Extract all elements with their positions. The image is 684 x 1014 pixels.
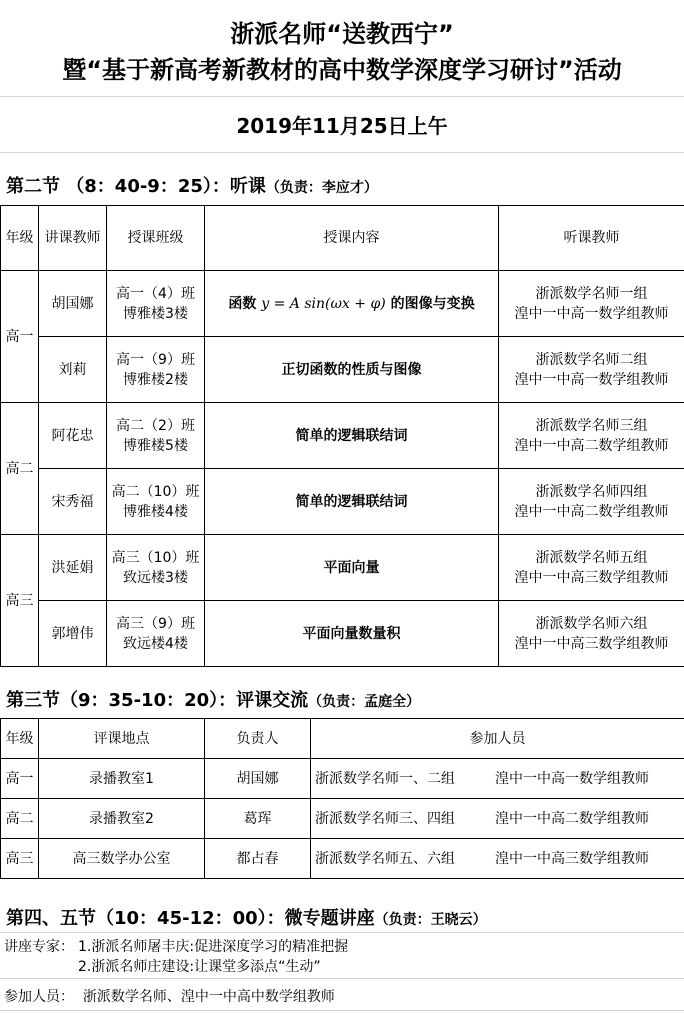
listeners-line: 湟中一中高三数学组教师 (514, 569, 669, 586)
listeners-cell (499, 469, 684, 535)
class-name: 高二（2）班 (116, 417, 195, 434)
class-name: 高二（10）班 (111, 483, 200, 500)
col-header-owner: 负责人 (205, 719, 311, 759)
listeners-line: 湟中一中高一数学组教师 (514, 305, 669, 322)
participants-cell (311, 759, 684, 799)
lesson-schedule-table (0, 205, 684, 667)
table-row (1, 799, 684, 839)
class-location: 博雅楼5楼 (123, 437, 188, 454)
class-cell (107, 337, 205, 403)
listeners-line: 浙派数学名师三组 (535, 417, 648, 434)
owner-cell: 都占春 (205, 839, 311, 879)
class-cell (107, 601, 205, 667)
participants-a: 浙派数学名师一、二组 (315, 770, 455, 787)
table-header-row (1, 206, 684, 271)
listeners-line: 浙派数学名师一组 (535, 285, 648, 302)
table-row (1, 839, 684, 879)
experts-label: 讲座专家： (4, 939, 74, 955)
table-row (1, 469, 684, 535)
teacher-cell: 郭增伟 (39, 601, 107, 667)
divider (0, 96, 684, 97)
listeners-line: 湟中一中高二数学组教师 (514, 437, 669, 454)
listeners-line: 湟中一中高一数学组教师 (514, 371, 669, 388)
section2-owner: （负责：李应才） (265, 180, 378, 196)
grade-cell: 高二 (1, 403, 39, 535)
participants-b: 湟中一中高二数学组教师 (495, 810, 649, 827)
teacher-cell: 宋秀福 (39, 469, 107, 535)
content-cell (205, 271, 499, 337)
listeners-line: 湟中一中高三数学组教师 (514, 635, 669, 652)
teacher-cell: 刘莉 (39, 337, 107, 403)
class-name: 高三（10）班 (111, 549, 200, 566)
teacher-cell: 洪延娟 (39, 535, 107, 601)
listeners-cell (499, 337, 684, 403)
owner-cell: 胡国娜 (205, 759, 311, 799)
teacher-cell: 胡国娜 (39, 271, 107, 337)
table-row (1, 759, 684, 799)
content-cell: 简单的逻辑联结词 (205, 403, 499, 469)
col-header-content: 授课内容 (205, 206, 499, 271)
section45-heading (6, 904, 487, 930)
content-cell: 简单的逻辑联结词 (205, 469, 499, 535)
listeners-cell (499, 271, 684, 337)
divider (0, 932, 684, 933)
listeners-line: 湟中一中高二数学组教师 (514, 503, 669, 520)
listeners-line: 浙派数学名师六组 (535, 615, 648, 632)
listeners-line: 浙派数学名师四组 (535, 483, 648, 500)
listeners-cell (499, 535, 684, 601)
content-cell: 正切函数的性质与图像 (205, 337, 499, 403)
class-cell (107, 271, 205, 337)
participants-cell (311, 799, 684, 839)
owner-cell: 葛珲 (205, 799, 311, 839)
place-cell: 高三数学办公室 (39, 839, 205, 879)
class-name: 高三（9）班 (116, 615, 195, 632)
table-row (1, 601, 684, 667)
class-cell (107, 535, 205, 601)
listeners-cell (499, 403, 684, 469)
grade-cell: 高三 (1, 839, 39, 879)
divider (0, 978, 684, 979)
section3-owner: （负责：孟庭全） (308, 694, 421, 710)
participants-a: 浙派数学名师五、六组 (315, 850, 455, 867)
class-name: 高一（4）班 (116, 285, 195, 302)
teacher-cell: 阿花忠 (39, 403, 107, 469)
table-row (1, 271, 684, 337)
participants-b: 湟中一中高一数学组教师 (495, 770, 649, 787)
col-header-listeners: 听课教师 (499, 206, 684, 271)
grade-cell: 高一 (1, 759, 39, 799)
table-row (1, 535, 684, 601)
class-location: 博雅楼2楼 (123, 371, 188, 388)
divider (0, 1010, 684, 1011)
col-header-place: 评课地点 (39, 719, 205, 759)
class-location: 致远楼4楼 (123, 635, 188, 652)
section45-owner: （负责：王晓云） (374, 912, 487, 928)
col-header-teacher: 讲课教师 (39, 206, 107, 271)
grade-cell: 高三 (1, 535, 39, 667)
date-line: 2019年11月25日上午 (236, 114, 448, 138)
content-prefix: 函数 (228, 295, 257, 312)
table-header-row (1, 719, 684, 759)
table-row (1, 403, 684, 469)
section3-title: 第三节（9：35-10：20）：评课交流 (6, 690, 309, 711)
class-location: 博雅楼4楼 (123, 503, 188, 520)
expert-lecture-2: 2.浙派名师庄建设:让课堂多添点“生动” (78, 959, 321, 975)
participants-line: 参加人员： 浙派数学名师、湟中一中高中数学组教师 (4, 989, 335, 1005)
divider (0, 152, 684, 153)
class-location: 博雅楼3楼 (123, 305, 188, 322)
col-header-grade: 年级 (1, 719, 39, 759)
place-cell: 录播教室1 (39, 759, 205, 799)
section3-heading (6, 686, 420, 712)
math-formula: y = A sin(ωx + φ) (261, 295, 386, 312)
listeners-cell (499, 601, 684, 667)
col-header-participants: 参加人员 (311, 719, 684, 759)
participants-a: 浙派数学名师三、四组 (315, 810, 455, 827)
grade-cell: 高一 (1, 271, 39, 403)
listeners-line: 浙派数学名师二组 (535, 351, 648, 368)
content-cell: 平面向量 (205, 535, 499, 601)
section2-title: 第二节 （8：40-9：25）：听课 (6, 176, 266, 197)
title-line-2: 暨“基于新高考新教材的高中数学深度学习研讨”活动 (62, 56, 622, 84)
review-table (0, 718, 684, 879)
class-name: 高一（9）班 (116, 351, 195, 368)
listeners-line: 浙派数学名师五组 (535, 549, 648, 566)
class-cell (107, 469, 205, 535)
participants-cell (311, 839, 684, 879)
class-cell (107, 403, 205, 469)
participants-b: 湟中一中高三数学组教师 (495, 850, 649, 867)
col-header-class: 授课班级 (107, 206, 205, 271)
table-row (1, 337, 684, 403)
section2-heading (6, 172, 378, 198)
content-cell: 平面向量数量积 (205, 601, 499, 667)
place-cell: 录播教室2 (39, 799, 205, 839)
section45-title: 第四、五节（10：45-12：00）：微专题讲座 (6, 908, 375, 929)
expert-lecture-1: 1.浙派名师屠丰庆:促进深度学习的精准把握 (78, 939, 349, 955)
content-suffix: 的图像与变换 (390, 295, 475, 312)
class-location: 致远楼3楼 (123, 569, 188, 586)
grade-cell: 高二 (1, 799, 39, 839)
col-header-grade: 年级 (1, 206, 39, 271)
title-line-1: 浙派名师“送教西宁” (230, 20, 454, 48)
